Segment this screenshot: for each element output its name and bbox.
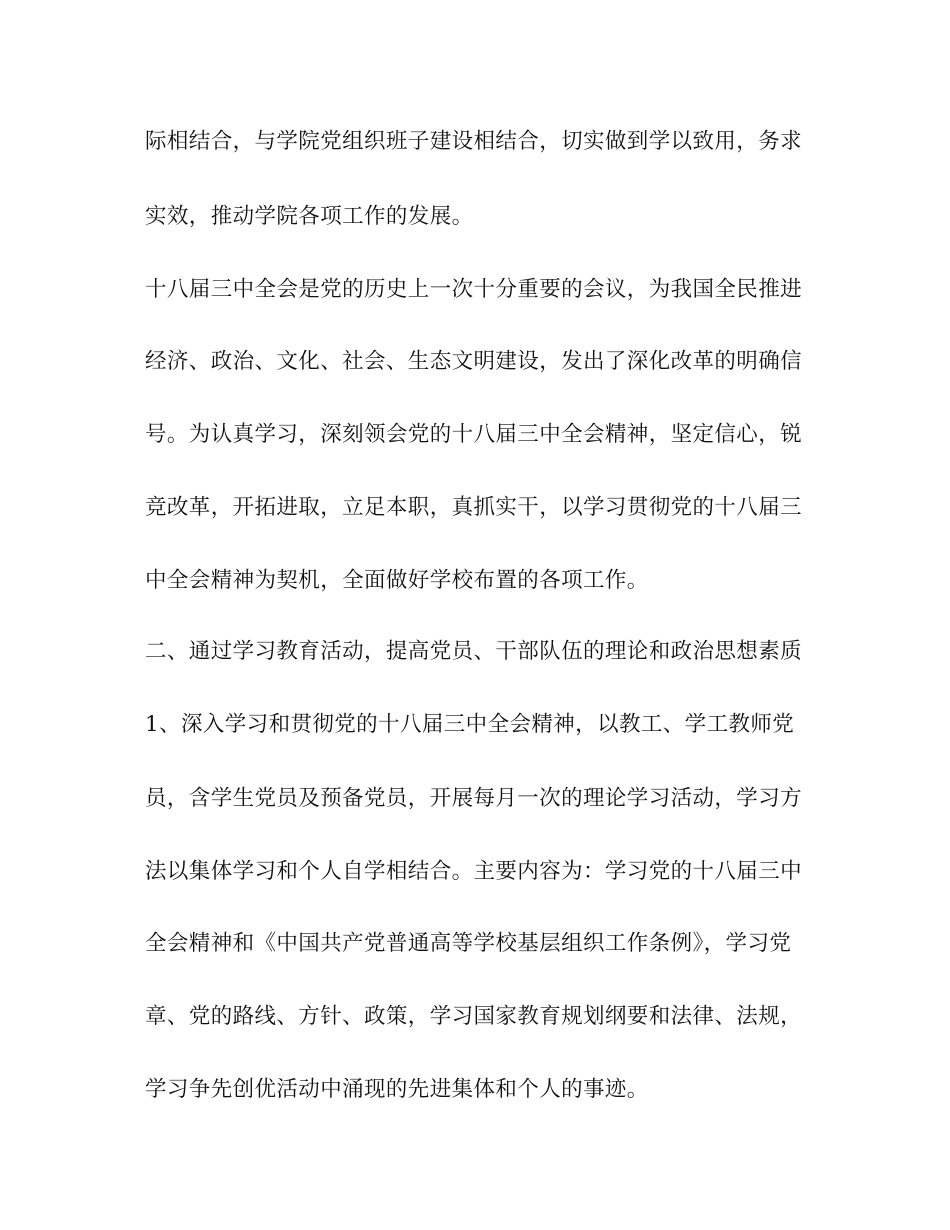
text-line: 学习争先创优活动中涌现的先进集体和个人的事迹。 (145, 1077, 649, 1102)
paragraph-start-line: 十八届三中全会是党的历史上一次十分重要的会议，为我国全民推进 (145, 277, 803, 302)
section-heading: 二、通过学习教育活动，提高党员、干部队伍的理论和政治思想素质 (145, 639, 803, 664)
text-line: 章、党的路线、方针、政策，学习国家教育规划纲要和法律、法规， (145, 1004, 803, 1029)
text-line: 实效，推动学院各项工作的发展。 (145, 204, 474, 229)
list-item-start-line: 1、深入学习和贯彻党的十八届三中全会精神，以教工、学工教师党 (145, 712, 795, 737)
text-line: 竞改革，开拓进取，立足本职，真抓实干，以学习贯彻党的十八届三 (145, 495, 803, 520)
text-line: 法以集体学习和个人自学相结合。主要内容为：学习党的十八届三中 (145, 859, 803, 884)
text-line: 号。为认真学习，深刻领会党的十八届三中全会精神，坚定信心，锐 (145, 422, 803, 447)
text-line: 中全会精神为契机，全面做好学校布置的各项工作。 (145, 568, 649, 593)
text-line: 际相结合，与学院党组织班子建设相结合，切实做到学以致用，务求 (145, 129, 803, 154)
text-line: 全会精神和《中国共产党普通高等学校基层组织工作条例》，学习党 (145, 931, 792, 956)
text-line: 经济、政治、文化、社会、生态文明建设，发出了深化改革的明确信 (145, 349, 803, 374)
text-line: 员，含学生党员及预备党员，开展每月一次的理论学习活动，学习方 (145, 786, 803, 811)
